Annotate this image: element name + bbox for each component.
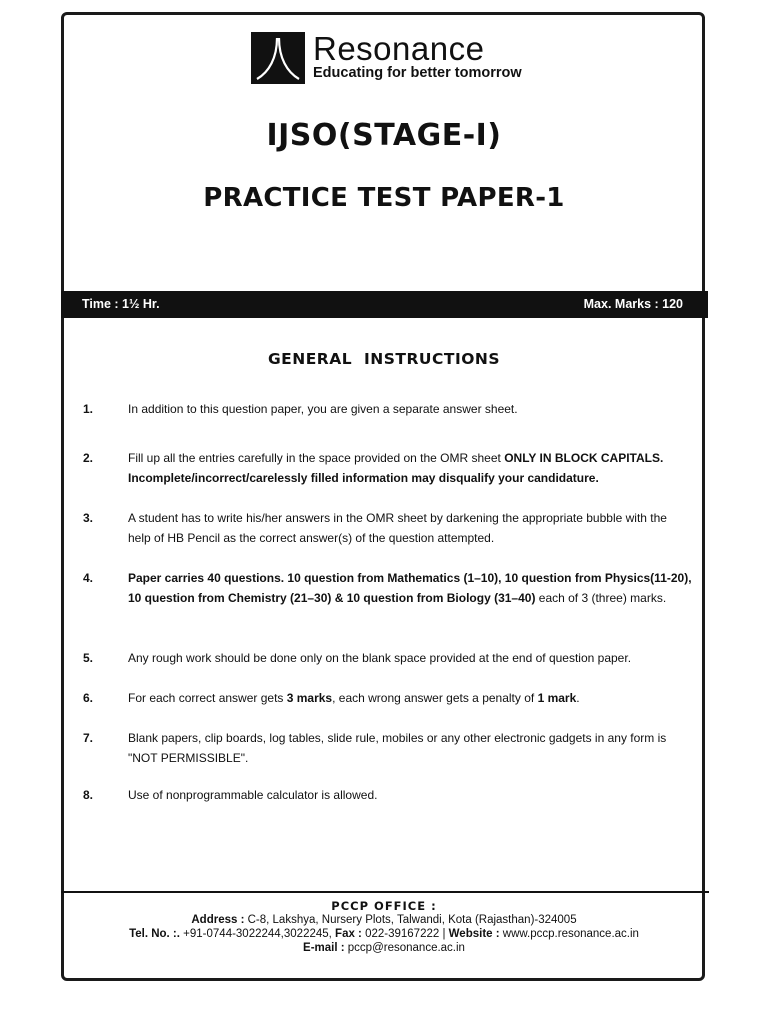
time-label: Time : 1½ Hr. <box>82 297 160 311</box>
instruction-text: In addition to this question paper, you are given a separate answer sheet. <box>128 402 518 416</box>
instruction-number: 6. <box>83 691 94 705</box>
paper-title: IJSO(STAGE-I) <box>266 118 502 153</box>
fax-label: Fax : <box>335 928 362 940</box>
instruction-number: 1. <box>83 402 94 416</box>
instruction-text: each of 3 (three) marks. <box>535 591 667 605</box>
instruction-text: For each correct answer gets <box>128 691 287 705</box>
instruction-text-bold: 10 question from Chemistry (21–30) & 10 question from Biology (31–40) <box>128 591 536 605</box>
instruction-text-bold: Incomplete/incorrect/carelessly filled information may disqualify your candidature. <box>128 471 599 485</box>
instruction-text-bold: 3 marks <box>286 691 333 705</box>
footer-contact <box>0 927 768 941</box>
logo-name: Resonance <box>313 30 485 67</box>
instruction-number: 4. <box>83 571 94 585</box>
instruction-text: Fill up all the entries carefully in the space provided on the OMR sheet <box>128 451 505 465</box>
instruction-text-bold: ONLY IN BLOCK CAPITALS. <box>504 451 664 465</box>
footer-divider <box>61 891 709 893</box>
instruction-number: 5. <box>83 651 94 665</box>
instruction-number: 8. <box>83 788 94 802</box>
email-link[interactable]: pccp@resonance.ac.in <box>344 942 465 954</box>
instruction-text: , each wrong answer gets a penalty of <box>332 691 538 705</box>
footer-office <box>0 899 768 914</box>
address-label: Address : <box>191 914 245 926</box>
website-link[interactable]: www.pccp.resonance.ac.in <box>499 928 639 940</box>
instruction-text: Use of nonprogrammable calculator is allowed. <box>128 788 378 802</box>
resonance-logo <box>251 32 522 84</box>
instructions-heading: GENERAL INSTRUCTIONS <box>267 350 501 368</box>
tel-label: Tel. No. :. <box>129 928 180 940</box>
instruction-text: . <box>576 691 580 705</box>
info-bar <box>61 291 708 318</box>
instruction-text: help of HB Pencil as the correct answer(s) of the question attempted. <box>128 531 495 545</box>
website-label: Website : <box>448 928 500 940</box>
office-title: PCCP OFFICE : <box>331 899 437 913</box>
max-marks-label: Max. Marks : 120 <box>583 297 683 311</box>
footer-address <box>0 913 768 927</box>
fax-value: 022-39167222 | <box>361 928 449 940</box>
address-value: C-8, Lakshya, Nursery Plots, Talwandi, Kota (Rajasthan)-324005 <box>244 914 577 926</box>
instruction-text: Any rough work should be done only on the blank space provided at the end of question paper. <box>128 651 632 665</box>
instruction-number: 2. <box>83 451 94 465</box>
instruction-number: 7. <box>83 731 94 745</box>
instruction-text: "NOT PERMISSIBLE". <box>128 751 249 765</box>
instruction-number: 3. <box>83 511 94 525</box>
page-border <box>61 12 705 981</box>
email-label: E-mail : <box>303 942 345 954</box>
instruction-text-bold: 1 mark <box>537 691 577 705</box>
instruction-text: Blank papers, clip boards, log tables, slide rule, mobiles or any other electronic gadgets in any form is <box>128 731 667 745</box>
footer-email <box>0 941 768 955</box>
paper-subtitle: PRACTICE TEST PAPER-1 <box>203 183 565 213</box>
logo-mark-icon <box>251 32 305 84</box>
tel-value: +91-0744-3022244,3022245, <box>179 928 336 940</box>
logo-tagline: Educating for better tomorrow <box>313 65 522 81</box>
instruction-text: A student has to write his/her answers in the OMR sheet by darkening the appropriate bubble with the <box>128 511 667 525</box>
instruction-text-bold: Paper carries 40 questions. 10 question from Mathematics (1–10), 10 question from Physics(11-20), <box>128 571 692 585</box>
